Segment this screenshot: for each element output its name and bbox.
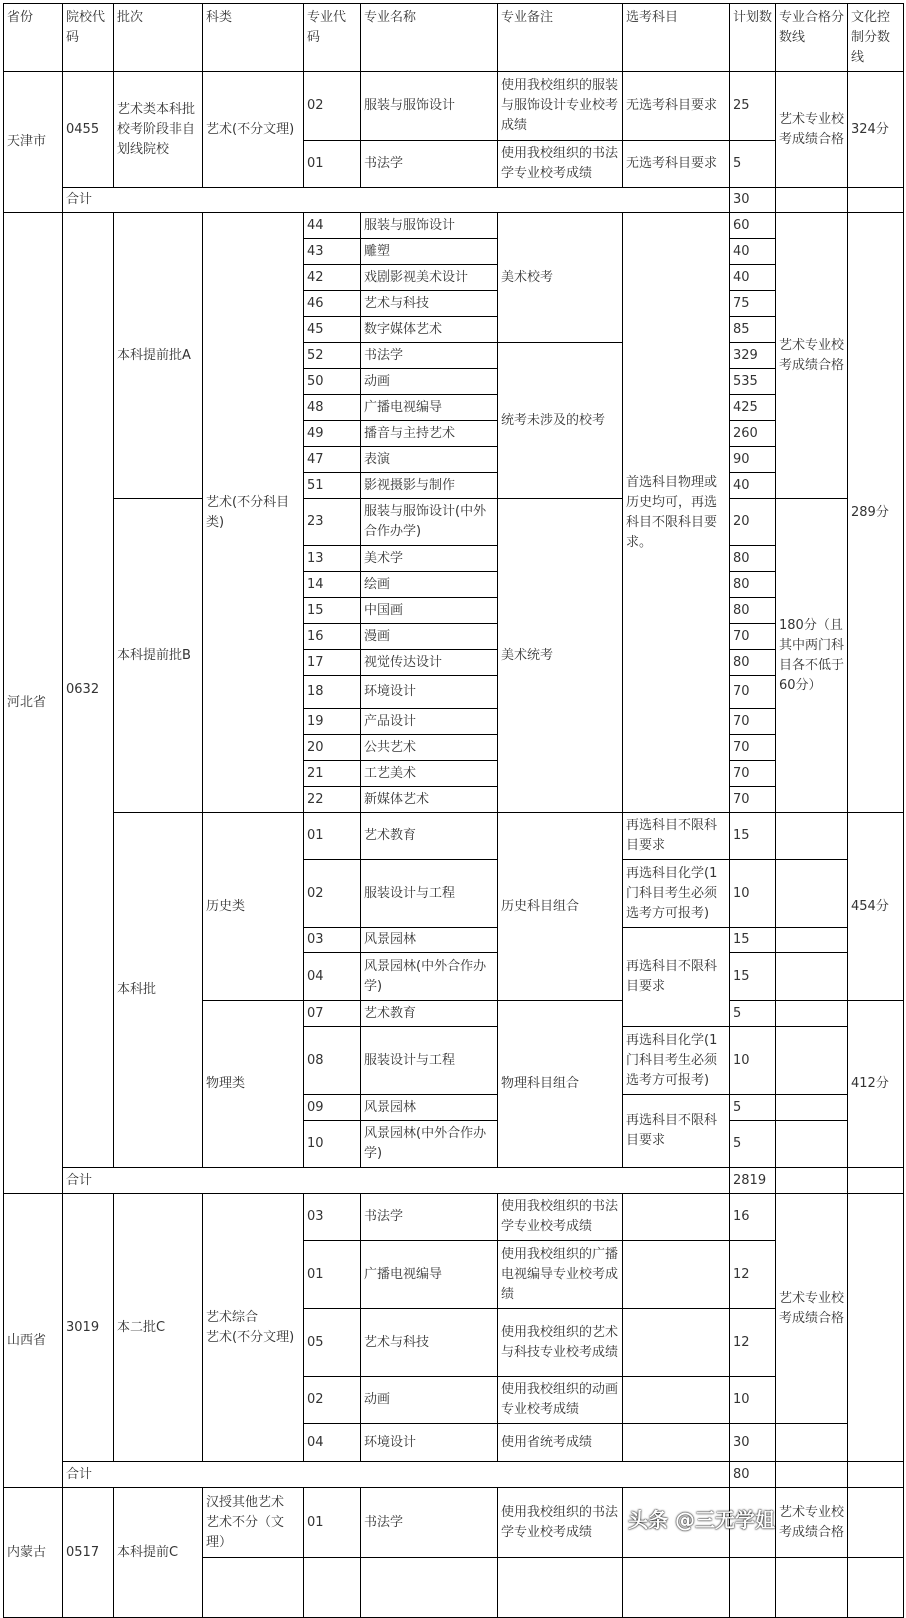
empty-cell	[623, 1194, 730, 1241]
batch-cell: 本科提前C	[114, 1488, 203, 1618]
table-row	[4, 213, 904, 239]
plan-cell: 10	[730, 1027, 776, 1095]
major-code-cell: 02	[304, 860, 361, 928]
header-cell: 专业合格分数线	[776, 4, 848, 72]
qualify-cell: 艺术专业校考成绩合格	[776, 1194, 848, 1424]
major-code-cell: 05	[304, 1309, 361, 1377]
major-code-cell: 43	[304, 239, 361, 265]
major-code-cell: 23	[304, 499, 361, 546]
header-cell: 文化控制分数线	[848, 4, 904, 72]
empty-cell	[848, 1488, 904, 1558]
major-name-cell: 艺术与科技	[361, 1309, 498, 1377]
major-code-cell: 08	[304, 1027, 361, 1095]
major-name-cell: 动画	[361, 369, 498, 395]
major-note-cell: 使用我校组织的广播电视编导专业校考成绩	[498, 1241, 623, 1309]
empty-cell	[776, 1001, 848, 1027]
plan-cell: 5	[730, 1001, 776, 1027]
header-row	[4, 4, 904, 72]
major-note-cell: 使用我校组织的书法学专业校考成绩	[498, 1194, 623, 1241]
empty-cell	[776, 1424, 848, 1462]
major-code-cell: 01	[304, 141, 361, 188]
subject-cell: 再选科目不限科目要求	[623, 813, 730, 860]
major-name-cell: 视觉传达设计	[361, 650, 498, 676]
table-row	[4, 72, 904, 141]
empty-cell	[623, 1424, 730, 1462]
major-code-cell: 01	[304, 813, 361, 860]
plan-cell: 535	[730, 369, 776, 395]
plan-cell: 5	[730, 1095, 776, 1121]
empty-cell	[848, 188, 904, 213]
major-code-cell: 21	[304, 761, 361, 787]
subject-cell: 再选科目不限科目要求	[623, 1095, 730, 1168]
empty-cell	[623, 1558, 730, 1618]
major-name-cell: 服装设计与工程	[361, 1027, 498, 1095]
school-code-cell: 0517	[63, 1488, 114, 1618]
plan-cell: 85	[730, 317, 776, 343]
major-note-cell: 使用我校组织的动画专业校考成绩	[498, 1377, 623, 1424]
plan-cell: 80	[730, 598, 776, 624]
major-code-cell: 02	[304, 1377, 361, 1424]
table-row	[4, 499, 904, 546]
header-cell: 计划数	[730, 4, 776, 72]
major-name-cell: 服装设计与工程	[361, 860, 498, 928]
major-code-cell: 22	[304, 787, 361, 813]
major-note-cell: 历史科目组合	[498, 813, 623, 1001]
qualify-cell: 艺术专业校考成绩合格	[776, 1488, 848, 1558]
batch-cell: 艺术类本科批校考阶段非自划线院校	[114, 72, 203, 188]
total-label: 合计	[63, 188, 730, 213]
empty-cell	[776, 1168, 848, 1194]
total-row	[4, 1462, 904, 1488]
subject-cell: 再选科目不限科目要求	[623, 928, 730, 1027]
major-note-cell: 使用我校组织的书法学专业校考成绩	[498, 141, 623, 188]
plan-cell: 329	[730, 343, 776, 369]
major-code-cell: 42	[304, 265, 361, 291]
major-code-cell: 44	[304, 213, 361, 239]
plan-cell: 90	[730, 447, 776, 473]
subject-cell: 再选科目化学(1门科目考生必须选考方可报考)	[623, 860, 730, 928]
plan-cell: 80	[730, 546, 776, 572]
plan-cell: 40	[730, 473, 776, 499]
empty-cell	[776, 860, 848, 928]
major-code-cell: 01	[304, 1241, 361, 1309]
province-cell: 山西省	[4, 1194, 63, 1488]
major-code-cell: 13	[304, 546, 361, 572]
plan-cell: 80	[730, 572, 776, 598]
plan-cell: 70	[730, 735, 776, 761]
empty-cell	[776, 188, 848, 213]
header-cell: 院校代码	[63, 4, 114, 72]
major-note-cell: 使用我校组织的艺术与科技专业校考成绩	[498, 1309, 623, 1377]
major-name-cell: 书法学	[361, 1488, 498, 1558]
major-code-cell: 18	[304, 676, 361, 709]
admission-plan-table	[3, 3, 904, 1618]
header-cell: 选考科目	[623, 4, 730, 72]
major-name-cell: 书法学	[361, 1194, 498, 1241]
subject-cell: 无选考科目要求	[623, 141, 730, 188]
culture-cell: 324分	[848, 72, 904, 188]
major-note-cell: 使用我校组织的书法学专业校考成绩	[498, 1488, 623, 1558]
empty-cell	[623, 1309, 730, 1377]
major-code-cell: 19	[304, 709, 361, 735]
plan-cell: 70	[730, 761, 776, 787]
major-note-cell: 物理科目组合	[498, 1001, 623, 1168]
major-code-cell: 03	[304, 928, 361, 953]
empty-cell	[730, 1558, 776, 1618]
plan-cell: 15	[730, 813, 776, 860]
plan-cell: 40	[730, 239, 776, 265]
subject-cell: 首选科目物理或历史均可，再选科目不限科目要求。	[623, 213, 730, 813]
plan-cell: 5	[730, 1121, 776, 1168]
qualify-cell: 180分（且其中两门科目各不低于60分）	[776, 499, 848, 813]
plan-cell: 10	[730, 860, 776, 928]
province-cell: 内蒙古	[4, 1488, 63, 1618]
total-label: 合计	[63, 1168, 730, 1194]
major-name-cell: 数字媒体艺术	[361, 317, 498, 343]
culture-cell: 454分	[848, 813, 904, 1001]
major-name-cell: 广播电视编导	[361, 395, 498, 421]
category-cell: 艺术(不分文理)	[203, 72, 304, 188]
culture-cell: 412分	[848, 1001, 904, 1168]
plan-cell: 260	[730, 421, 776, 447]
empty-cell	[623, 1241, 730, 1309]
category-cell: 历史类	[203, 813, 304, 1001]
major-code-cell: 04	[304, 1424, 361, 1462]
header-cell: 科类	[203, 4, 304, 72]
major-code-cell: 01	[304, 1488, 361, 1558]
qualify-cell: 艺术专业校考成绩合格	[776, 213, 848, 499]
school-code-cell: 3019	[63, 1194, 114, 1462]
empty-cell	[848, 1558, 904, 1618]
total-row	[4, 1168, 904, 1194]
major-code-cell: 52	[304, 343, 361, 369]
header-cell: 省份	[4, 4, 63, 72]
major-code-cell: 07	[304, 1001, 361, 1027]
header-cell: 批次	[114, 4, 203, 72]
school-code-cell: 0632	[63, 213, 114, 1168]
major-name-cell: 中国画	[361, 598, 498, 624]
major-code-cell: 49	[304, 421, 361, 447]
major-name-cell: 艺术教育	[361, 813, 498, 860]
plan-cell: 75	[730, 291, 776, 317]
major-note-cell: 美术校考	[498, 213, 623, 343]
category-cell: 汉授其他艺术 艺术不分（文理）	[203, 1488, 304, 1558]
plan-cell: 12	[730, 1309, 776, 1377]
major-name-cell: 书法学	[361, 141, 498, 188]
major-code-cell: 04	[304, 953, 361, 1001]
header-cell: 专业备注	[498, 4, 623, 72]
major-code-cell: 20	[304, 735, 361, 761]
empty-cell	[498, 1558, 623, 1618]
major-name-cell: 动画	[361, 1377, 498, 1424]
plan-cell: 70	[730, 624, 776, 650]
province-cell: 河北省	[4, 213, 63, 1194]
culture-cell: 289分	[848, 213, 904, 813]
major-name-cell: 艺术教育	[361, 1001, 498, 1027]
plan-cell: 70	[730, 709, 776, 735]
major-name-cell: 工艺美术	[361, 761, 498, 787]
total-plan-cell: 30	[730, 188, 776, 213]
empty-cell	[361, 1558, 498, 1618]
major-name-cell: 服装与服饰设计	[361, 72, 498, 141]
watermark: 头条 @三无学姐	[628, 1508, 775, 1532]
table-row	[4, 813, 904, 860]
major-name-cell: 播音与主持艺术	[361, 421, 498, 447]
major-name-cell: 广播电视编导	[361, 1241, 498, 1309]
empty-cell	[776, 1027, 848, 1095]
category-cell: 物理类	[203, 1001, 304, 1168]
batch-cell: 本科批	[114, 813, 203, 1168]
batch-cell: 本科提前批B	[114, 499, 203, 813]
empty-cell	[848, 1168, 904, 1194]
major-code-cell: 48	[304, 395, 361, 421]
school-code-cell: 0455	[63, 72, 114, 188]
empty-cell	[776, 928, 848, 953]
major-name-cell: 风景园林(中外合作办学)	[361, 1121, 498, 1168]
plan-cell: 70	[730, 676, 776, 709]
plan-cell: 10	[730, 1377, 776, 1424]
major-name-cell: 环境设计	[361, 1424, 498, 1462]
plan-cell: 15	[730, 953, 776, 1001]
table-row	[4, 1194, 904, 1241]
major-note-cell: 统考未涉及的校考	[498, 343, 623, 499]
plan-cell: 40	[730, 265, 776, 291]
major-name-cell: 风景园林(中外合作办学)	[361, 953, 498, 1001]
major-name-cell: 绘画	[361, 572, 498, 598]
total-label: 合计	[63, 1462, 730, 1488]
major-name-cell: 书法学	[361, 343, 498, 369]
major-note-cell: 使用省统考成绩	[498, 1424, 623, 1462]
plan-cell: 425	[730, 395, 776, 421]
plan-cell: 5	[730, 141, 776, 188]
major-code-cell: 16	[304, 624, 361, 650]
plan-cell: 60	[730, 213, 776, 239]
empty-cell	[776, 1462, 848, 1488]
major-code-cell: 10	[304, 1121, 361, 1168]
major-code-cell: 45	[304, 317, 361, 343]
header-cell: 专业名称	[361, 4, 498, 72]
major-code-cell: 46	[304, 291, 361, 317]
major-name-cell: 服装与服饰设计	[361, 213, 498, 239]
category-cell: 艺术(不分科目类)	[203, 213, 304, 813]
major-note-cell: 使用我校组织的服装与服饰设计专业校考成绩	[498, 72, 623, 141]
plan-cell: 20	[730, 499, 776, 546]
batch-cell: 本二批C	[114, 1194, 203, 1462]
major-name-cell: 美术学	[361, 546, 498, 572]
major-note-cell: 美术统考	[498, 499, 623, 813]
empty-cell	[776, 813, 848, 860]
batch-cell: 本科提前批A	[114, 213, 203, 499]
major-name-cell: 戏剧影视美术设计	[361, 265, 498, 291]
major-code-cell: 17	[304, 650, 361, 676]
empty-cell	[848, 1462, 904, 1488]
plan-cell: 12	[730, 1241, 776, 1309]
major-name-cell: 环境设计	[361, 676, 498, 709]
plan-cell: 30	[730, 1424, 776, 1462]
empty-cell	[203, 1558, 304, 1618]
major-name-cell: 公共艺术	[361, 735, 498, 761]
subject-cell: 再选科目化学(1门科目考生必须选考方可报考)	[623, 1027, 730, 1095]
empty-cell	[623, 1377, 730, 1424]
major-name-cell: 服装与服饰设计(中外合作办学)	[361, 499, 498, 546]
total-row	[4, 188, 904, 213]
header-cell: 专业代码	[304, 4, 361, 72]
major-code-cell: 51	[304, 473, 361, 499]
province-cell: 天津市	[4, 72, 63, 213]
major-name-cell: 艺术与科技	[361, 291, 498, 317]
plan-cell: 15	[730, 928, 776, 953]
plan-cell: 16	[730, 1194, 776, 1241]
major-name-cell: 风景园林	[361, 1095, 498, 1121]
major-name-cell: 漫画	[361, 624, 498, 650]
major-code-cell: 03	[304, 1194, 361, 1241]
major-name-cell: 新媒体艺术	[361, 787, 498, 813]
major-name-cell: 雕塑	[361, 239, 498, 265]
major-name-cell: 影视摄影与制作	[361, 473, 498, 499]
qualify-cell: 艺术专业校考成绩合格	[776, 72, 848, 188]
empty-cell	[304, 1558, 361, 1618]
major-code-cell: 47	[304, 447, 361, 473]
major-code-cell: 09	[304, 1095, 361, 1121]
major-name-cell: 产品设计	[361, 709, 498, 735]
plan-cell: 80	[730, 650, 776, 676]
category-cell: 艺术综合 艺术(不分文理)	[203, 1194, 304, 1462]
empty-cell	[776, 953, 848, 1001]
empty-cell	[776, 1095, 848, 1121]
empty-cell	[776, 1558, 848, 1618]
empty-cell	[848, 1194, 904, 1462]
major-code-cell: 50	[304, 369, 361, 395]
plan-cell: 70	[730, 787, 776, 813]
total-plan-cell: 2819	[730, 1168, 776, 1194]
major-name-cell: 风景园林	[361, 928, 498, 953]
major-code-cell: 14	[304, 572, 361, 598]
plan-cell: 25	[730, 72, 776, 141]
major-code-cell: 02	[304, 72, 361, 141]
subject-cell: 无选考科目要求	[623, 72, 730, 141]
major-name-cell: 表演	[361, 447, 498, 473]
empty-cell	[776, 1121, 848, 1168]
major-code-cell: 15	[304, 598, 361, 624]
total-plan-cell: 80	[730, 1462, 776, 1488]
